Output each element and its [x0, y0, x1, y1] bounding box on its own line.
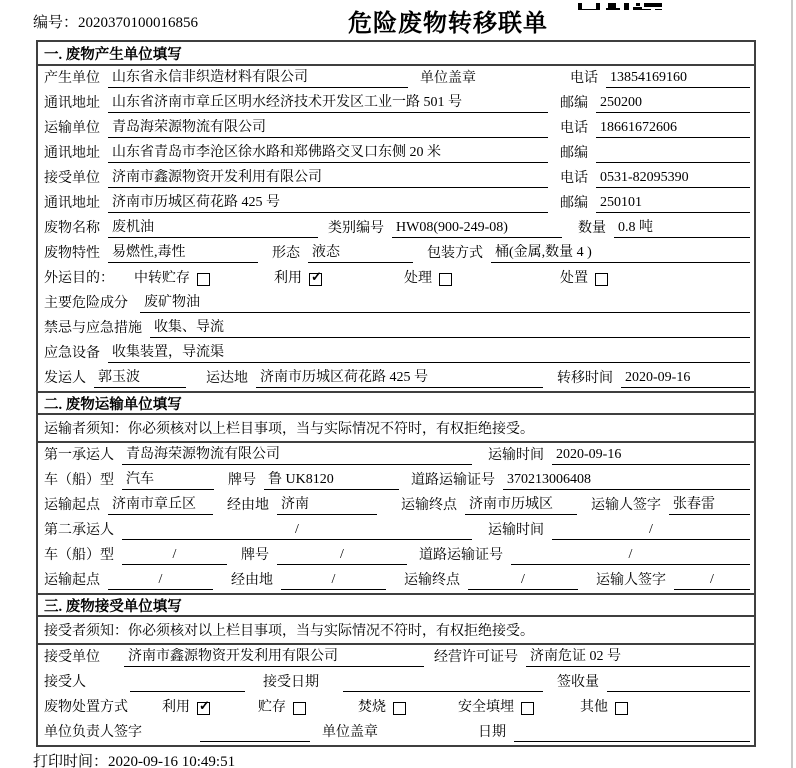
plate-number-label: 牌号	[228, 473, 256, 488]
section3-header: 三. 废物接受单位填写	[38, 593, 754, 617]
vehicle-type-value: 汽车	[122, 471, 214, 490]
mailing-address-value: 山东省济南市章丘区明水经济技术开发区工业一路 501 号	[108, 94, 548, 113]
row-emergency-equipment	[38, 341, 754, 366]
checkbox-treat	[439, 273, 452, 286]
purpose-option-label: 利用	[274, 271, 302, 286]
category-code-label: 类别编号	[328, 221, 384, 236]
postcode-value: 250200	[596, 94, 750, 113]
checkbox-store	[293, 702, 306, 715]
checkbox-transfer-storage	[197, 273, 210, 286]
transfer-time-value: 2020-09-16	[621, 369, 750, 388]
packing-method-label: 包装方式	[427, 246, 483, 261]
second-carrier-value: /	[122, 521, 472, 540]
row-receive-person	[38, 670, 754, 695]
plate-number-value: 鲁 UK8120	[264, 471, 399, 490]
receive-person-label: 接受人	[44, 675, 86, 690]
disposal-option-label: 贮存	[258, 700, 286, 715]
row-waste-name	[38, 216, 754, 241]
vehicle-type-value: /	[122, 546, 227, 565]
section2-header: 二. 废物运输单位填写	[38, 391, 754, 415]
sender-label: 发运人	[44, 371, 86, 386]
sign-amount-value	[607, 674, 750, 692]
business-permit-label: 经营许可证号	[434, 650, 518, 665]
page-edge-line	[791, 0, 793, 768]
purpose-option-label: 处置	[560, 271, 588, 286]
row-transporter-address	[38, 141, 754, 166]
print-time-line	[33, 750, 235, 768]
phone-value: 13854169160	[606, 69, 750, 88]
category-code-value: HW08(900-249-08)	[392, 219, 562, 238]
phone-label: 电话	[570, 71, 598, 86]
row-producer-unit	[38, 66, 754, 91]
postcode-label: 邮编	[560, 96, 588, 111]
transport-time-value: /	[552, 521, 750, 540]
purpose-option-label: 中转贮存	[134, 271, 190, 286]
phone-label: 电话	[560, 171, 588, 186]
road-license-value: 370213006408	[503, 471, 750, 490]
postcode-value	[596, 145, 750, 163]
endpoint-value: /	[468, 571, 578, 590]
transport-time-label: 运输时间	[488, 523, 544, 538]
waste-character-value: 易燃性,毒性	[108, 244, 258, 263]
unit-seal-label: 单位盖章	[322, 725, 378, 740]
leader-signature-label: 单位负责人签字	[44, 725, 142, 740]
row-producer-address	[38, 91, 754, 116]
producer-unit-label: 产生单位	[44, 71, 100, 86]
waste-name-value: 废机油	[108, 219, 318, 238]
business-permit-value: 济南危证 02 号	[526, 648, 750, 667]
road-license-value: /	[511, 546, 750, 565]
serial-label: 编号：	[33, 15, 79, 31]
sign-amount-label: 签收量	[557, 675, 599, 690]
disposal-option-label: 其他	[580, 700, 608, 715]
receiver-unit-label: 接受单位	[44, 171, 100, 186]
vehicle-type-label: 车（船）型	[44, 473, 114, 488]
transport-time-label: 运输时间	[488, 448, 544, 463]
checkbox-incinerate	[393, 702, 406, 715]
transporter-sign-value: 张春雷	[669, 496, 750, 515]
transport-unit-label: 运输单位	[44, 121, 100, 136]
receiver-unit-value: 济南市鑫源物资开发利用有限公司	[108, 169, 548, 188]
road-license-label: 道路运输证号	[419, 548, 503, 563]
origin-value: 济南市章丘区	[108, 496, 213, 515]
producer-unit-value: 山东省永信非织造材料有限公司	[108, 69, 408, 88]
mailing-address-label: 通讯地址	[44, 196, 100, 211]
hazard-component-value: 废矿物油	[140, 294, 750, 313]
checkbox-dispose	[595, 273, 608, 286]
physical-form-label: 形态	[272, 246, 300, 261]
first-carrier-label: 第一承运人	[44, 448, 114, 463]
physical-form-value: 液态	[308, 244, 413, 263]
via-label: 经由地	[227, 498, 269, 513]
sender-value: 郭玉波	[94, 369, 186, 388]
taboo-measures-label: 禁忌与应急措施	[44, 321, 142, 336]
receive-person-value	[130, 674, 245, 692]
purpose-option-label: 处理	[404, 271, 432, 286]
vehicle-type-label: 车（船）型	[44, 548, 114, 563]
phone-value: 0531-82095390	[596, 169, 750, 188]
disposal-option-label: 焚烧	[358, 700, 386, 715]
transporter-sign-value: /	[674, 571, 750, 590]
serial-value: 2020370100016856	[78, 15, 199, 31]
mailing-address-value: 山东省青岛市李沧区徐水路和郑佛路交叉口东侧 20 米	[108, 144, 548, 163]
row-disposal-method	[38, 695, 754, 720]
packing-method-value: 桶(金属,数量 4 )	[491, 244, 750, 263]
origin-value: /	[108, 571, 213, 590]
mailing-address-label: 通讯地址	[44, 146, 100, 161]
taboo-measures-value: 收集、导流	[150, 319, 750, 338]
page-title: 危险废物转移联单	[348, 11, 548, 37]
phone-label: 电话	[560, 121, 588, 136]
checkbox-landfill	[521, 702, 534, 715]
row-hazard-component	[38, 291, 754, 316]
transporter-sign-label: 运输人签字	[596, 573, 666, 588]
destination-label: 运达地	[206, 371, 248, 386]
receiver-notice: 接受者须知：你必须核对以上栏目事项，当与实际情况不符时，有权拒绝接受。	[38, 617, 754, 645]
emergency-equipment-value: 收集装置，导流渠	[108, 344, 750, 363]
transporter-sign-label: 运输人签字	[591, 498, 661, 513]
via-value: /	[281, 571, 386, 590]
destination-value: 济南市历城区荷花路 425 号	[256, 369, 543, 388]
date-value	[514, 724, 750, 742]
disposal-option-label: 安全填埋	[458, 700, 514, 715]
unit-seal-label: 单位盖章	[420, 71, 476, 86]
receive-unit-value: 济南市鑫源物资开发利用有限公司	[124, 648, 424, 667]
transporter-notice: 运输者须知：你必须核对以上栏目事项，当与实际情况不符时，有权拒绝接受。	[38, 415, 754, 443]
endpoint-label: 运输终点	[401, 498, 457, 513]
postcode-label: 邮编	[560, 146, 588, 161]
origin-label: 运输起点	[44, 498, 100, 513]
transport-time-value: 2020-09-16	[552, 446, 750, 465]
second-carrier-label: 第二承运人	[44, 523, 114, 538]
waste-name-label: 废物名称	[44, 221, 100, 236]
leader-signature-value	[200, 724, 310, 742]
endpoint-label: 运输终点	[404, 573, 460, 588]
checkbox-other	[615, 702, 628, 715]
disposal-method-label: 废物处置方式	[44, 700, 128, 715]
mailing-address-value: 济南市历城区荷花路 425 号	[108, 194, 548, 213]
checkbox-utilize	[309, 273, 322, 286]
via-value: 济南	[277, 496, 377, 515]
transport-unit-value: 青岛海荣源物流有限公司	[108, 119, 548, 138]
checkbox-utilize	[197, 702, 210, 715]
first-carrier-value: 青岛海荣源物流有限公司	[122, 446, 472, 465]
outbound-purpose-label: 外运目的：	[44, 271, 114, 286]
plate-number-value: /	[277, 546, 407, 565]
receive-unit-label: 接受单位	[44, 650, 100, 665]
via-label: 经由地	[231, 573, 273, 588]
disposal-option-label: 利用	[162, 700, 190, 715]
transfer-time-label: 转移时间	[557, 371, 613, 386]
emergency-equipment-label: 应急设备	[44, 346, 100, 361]
quantity-value: 0.8 吨	[614, 219, 750, 238]
row-transport-unit	[38, 116, 754, 141]
row-second-carrier	[38, 518, 754, 543]
row-receiver-unit	[38, 166, 754, 191]
receive-date-label: 接受日期	[263, 675, 319, 690]
row-route1	[38, 493, 754, 518]
row-sender	[38, 366, 754, 391]
print-time-value: 2020-09-16 10:49:51	[108, 754, 236, 768]
row-outbound-purpose	[38, 266, 754, 291]
hazard-component-label: 主要危险成分	[44, 296, 128, 311]
quantity-label: 数量	[578, 221, 606, 236]
row-waste-character	[38, 241, 754, 266]
row-route2	[38, 568, 754, 593]
postcode-label: 邮编	[560, 196, 588, 211]
plate-number-label: 牌号	[241, 548, 269, 563]
date-label: 日期	[478, 725, 506, 740]
row-first-carrier	[38, 443, 754, 468]
phone-value: 18661672606	[596, 119, 750, 138]
section1-header: 一. 废物产生单位填写	[38, 42, 754, 66]
row-leader-signature	[38, 720, 754, 745]
qr-code-icon	[578, 0, 662, 10]
row-vehicle-type1	[38, 468, 754, 493]
mailing-address-label: 通讯地址	[44, 96, 100, 111]
row-receive-unit	[38, 645, 754, 670]
row-taboo-measures	[38, 316, 754, 341]
road-license-label: 道路运输证号	[411, 473, 495, 488]
postcode-value: 250101	[596, 194, 750, 213]
row-receiver-address	[38, 191, 754, 216]
origin-label: 运输起点	[44, 573, 100, 588]
endpoint-value: 济南市历城区	[465, 496, 577, 515]
manifest-form-table	[36, 40, 756, 747]
print-time-label: 打印时间：	[33, 754, 109, 768]
waste-character-label: 废物特性	[44, 246, 100, 261]
row-vehicle-type2	[38, 543, 754, 568]
receive-date-value	[343, 674, 543, 692]
